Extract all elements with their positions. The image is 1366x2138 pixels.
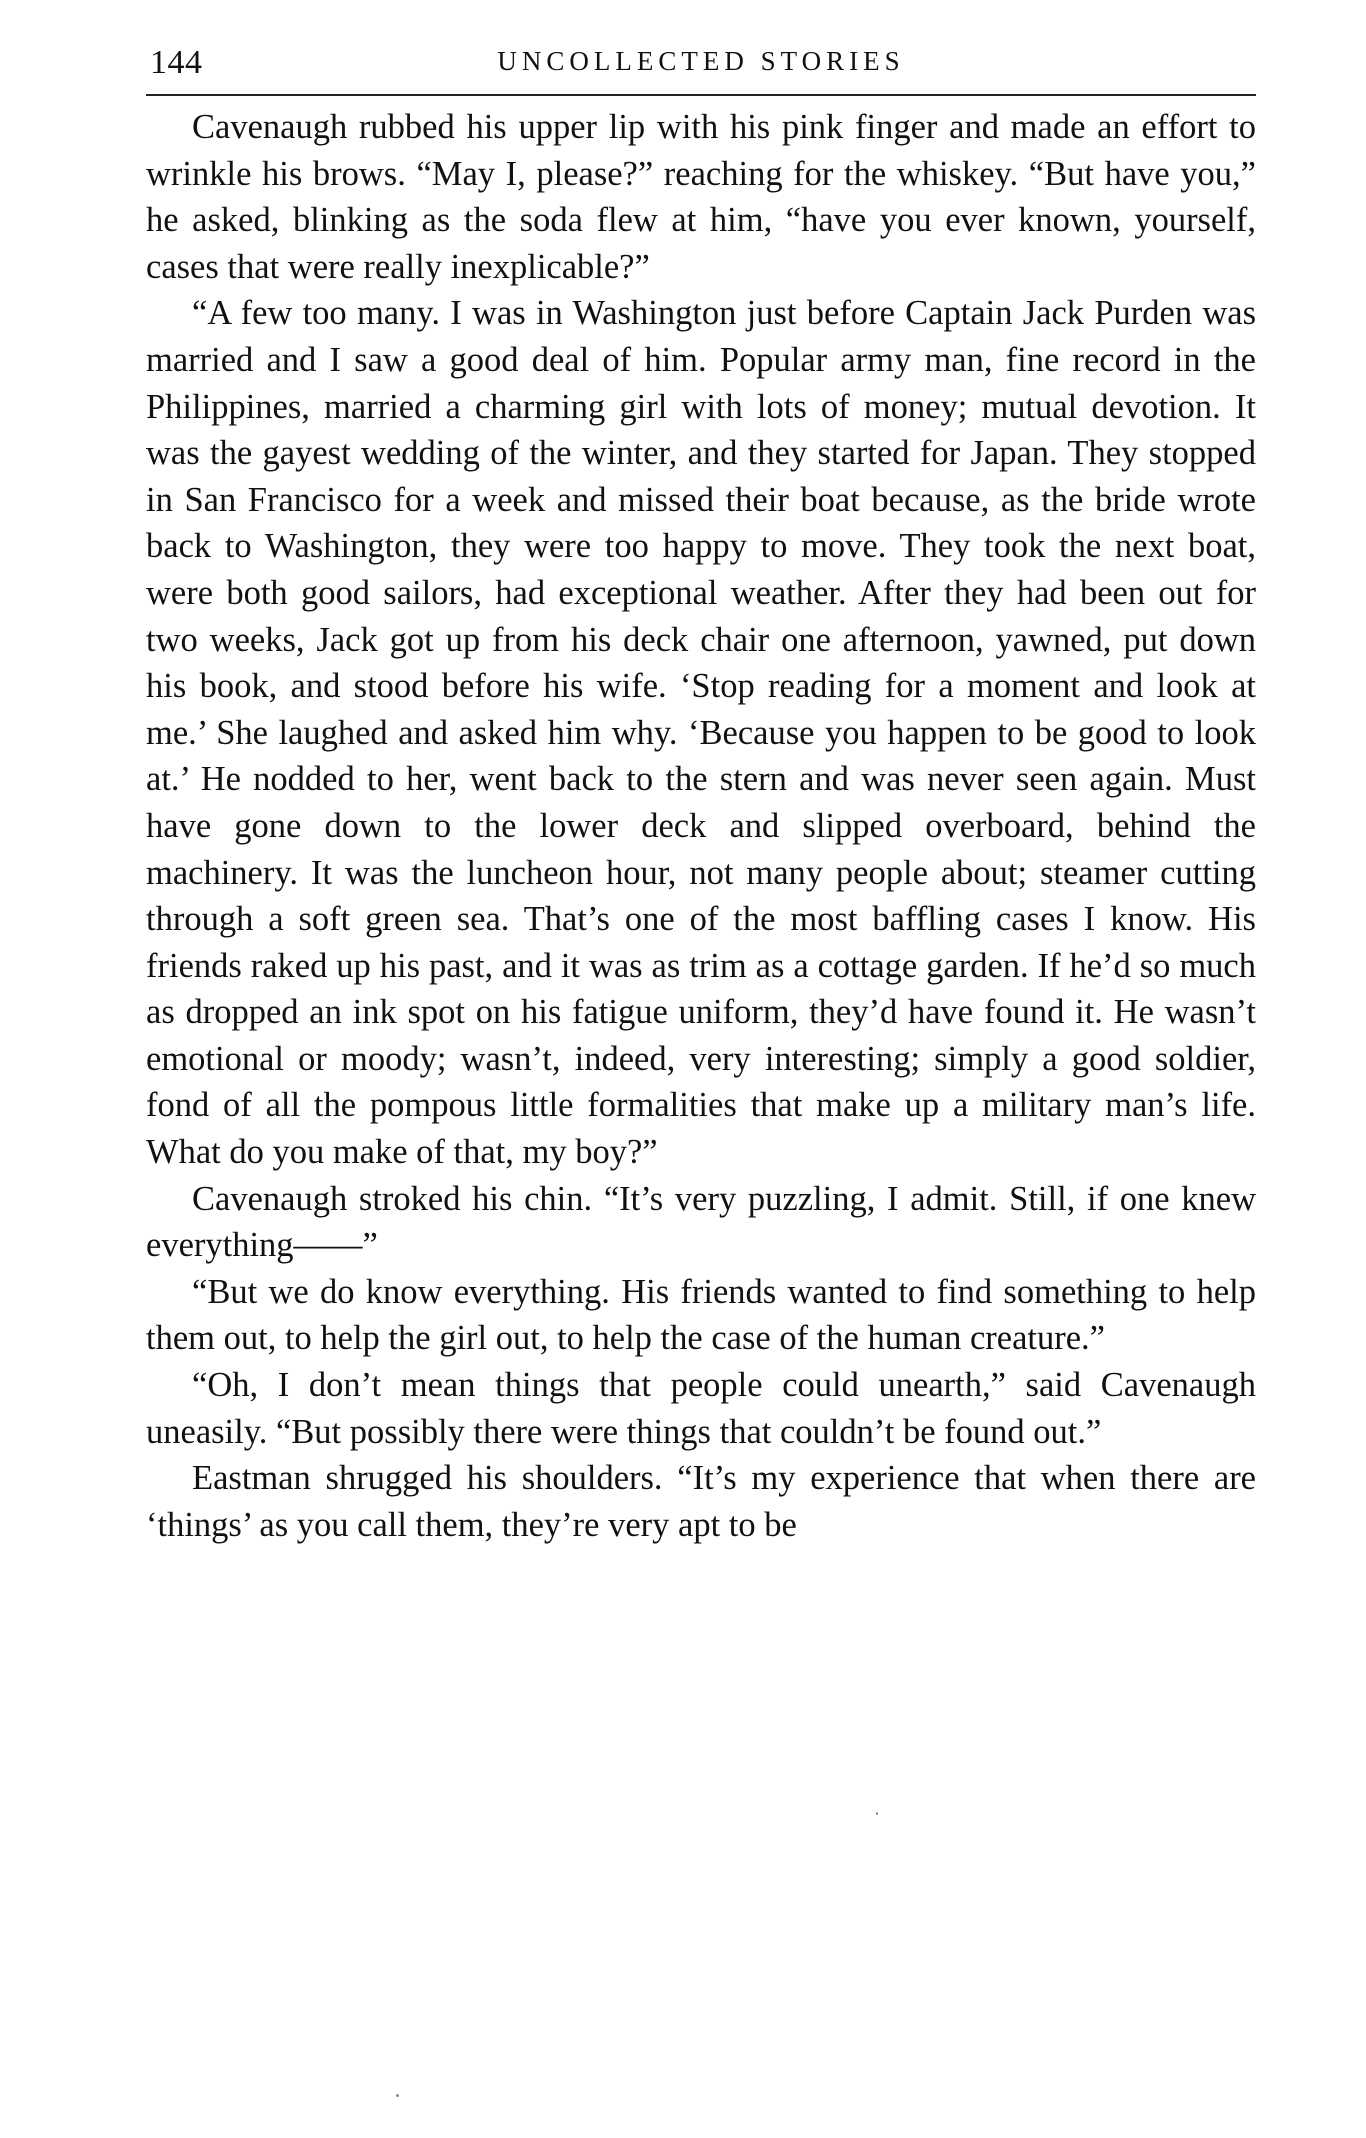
- paragraph-1: Cavenaugh rubbed his upper lip with his pink finger and made an effort to wrinkle his brows. “May I, please?” reaching for the whiskey. “But have you,” he asked, blinking as the soda flew at him, “have you ever known, yourself, cases that were really inexplicable?”: [146, 108, 1256, 286]
- paragraph-5: “Oh, I don’t mean things that people could unearth,” said Cavenaugh uneasily. “But possibly there were things that couldn’t be found out.”: [146, 1366, 1256, 1451]
- page-content: [146, 36, 1256, 1548]
- paragraph-4: “But we do know everything. His friends wanted to find something to help them out, to help the girl out, to help the case of the human creature.”: [146, 1272, 1256, 1358]
- running-title: UNCOLLECTED STORIES: [497, 46, 905, 76]
- header-rule: [146, 94, 1256, 96]
- scan-speck: [396, 2094, 399, 2097]
- running-header: [146, 36, 1256, 94]
- page-number: 144: [150, 44, 203, 81]
- paragraph-3: Cavenaugh stroked his chin. “It’s very puzzling, I admit. Still, if one knew everything——”: [146, 1179, 1256, 1265]
- paragraph-6: Eastman shrugged his shoulders. “It’s my experience that when there are ‘things’ as you call them, they’re very apt to be: [146, 1459, 1256, 1544]
- body-text: [146, 104, 1256, 1548]
- scan-speck: [876, 1812, 878, 1815]
- paragraph-2: “A few too many. I was in Washington just before Captain Jack Purden was married and I saw a good deal of him. Popular army man, fine record in the Philippines, married a charming girl with lots of money; mutual devotion. It was the gayest wedding of the winter, and they started for Japan. They stopped in San Francisco for a week and missed their boat because, as the bride wrote back to Washington, they were too happy to move. They took the next boat, were both good sailors, had exceptional weather. After they had been out for two weeks, Jack got up from his deck chair one afternoon, yawned, put down his book, and stood before his wife. ‘Stop reading for a moment and look at me.’ She laughed and asked him why. ‘Because you happen to be good to look at.’ He nodded to her, went back to the stern and was never seen again. Must have gone down to the lower deck and slipped overboard, behind the machinery. It was the luncheon hour, not many people about; steamer cutting through a soft green sea. That’s one of the most baffling cases I know. His friends raked up his past, and it was as trim as a cottage garden. If he’d so much as dropped an ink spot on his fatigue uniform, they’d have found it. He wasn’t emotional or moody; wasn’t, indeed, very interesting; simply a good soldier, fond of all the pompous little formalities that make up a military man’s life. What do you make of that, my boy?”: [146, 294, 1256, 1172]
